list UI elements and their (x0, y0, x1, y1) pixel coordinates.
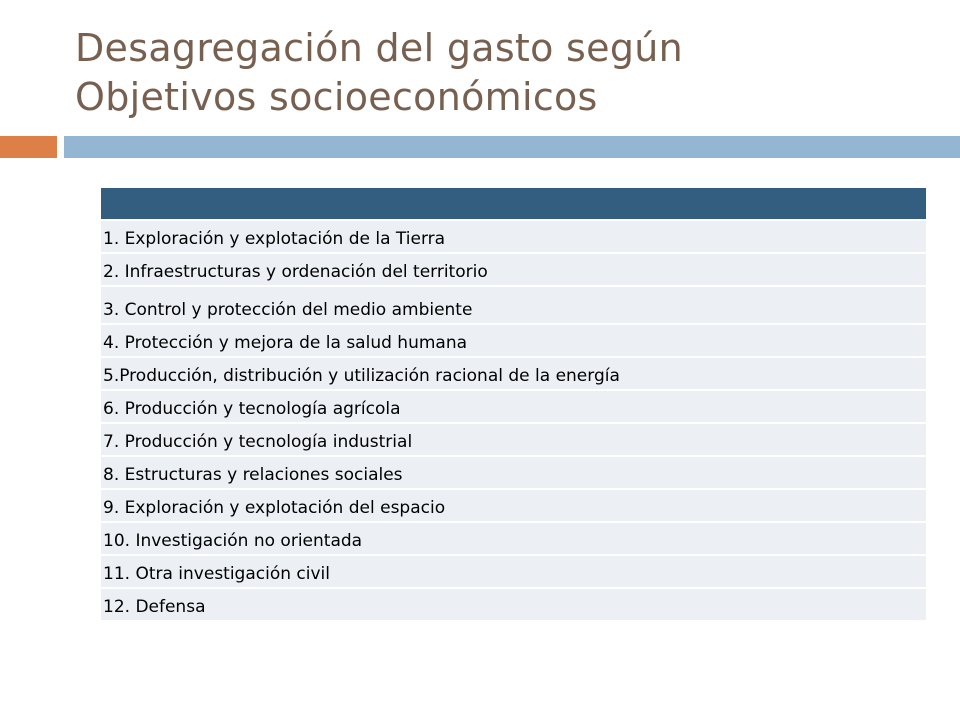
title-rule-accent (0, 136, 57, 158)
table-row: 10. Investigación no orientada (101, 523, 926, 556)
title-rule-bar (64, 136, 960, 158)
table-row: 4. Protección y mejora de la salud humana (101, 325, 926, 358)
table-header-row (101, 188, 926, 221)
table-row: 9. Exploración y explotación del espacio (101, 490, 926, 523)
table-row: 2. Infraestructuras y ordenación del territorio (101, 254, 926, 287)
slide-title-line-1: Desagregación del gasto según (75, 26, 684, 70)
table-row: 5.Producción, distribución y utilización racional de la energía (101, 358, 926, 391)
table-row: 11. Otra investigación civil (101, 556, 926, 589)
table-row: 6. Producción y tecnología agrícola (101, 391, 926, 424)
objectives-table (101, 188, 926, 622)
slide-title (75, 24, 935, 122)
table-row: 8. Estructuras y relaciones sociales (101, 457, 926, 490)
table-row: 7. Producción y tecnología industrial (101, 424, 926, 457)
table-row: 12. Defensa (101, 589, 926, 622)
table-row: 3. Control y protección del medio ambiente (101, 287, 926, 325)
slide-title-line-2: Objetivos socioeconómicos (75, 75, 598, 119)
table-row: 1. Exploración y explotación de la Tierra (101, 221, 926, 254)
